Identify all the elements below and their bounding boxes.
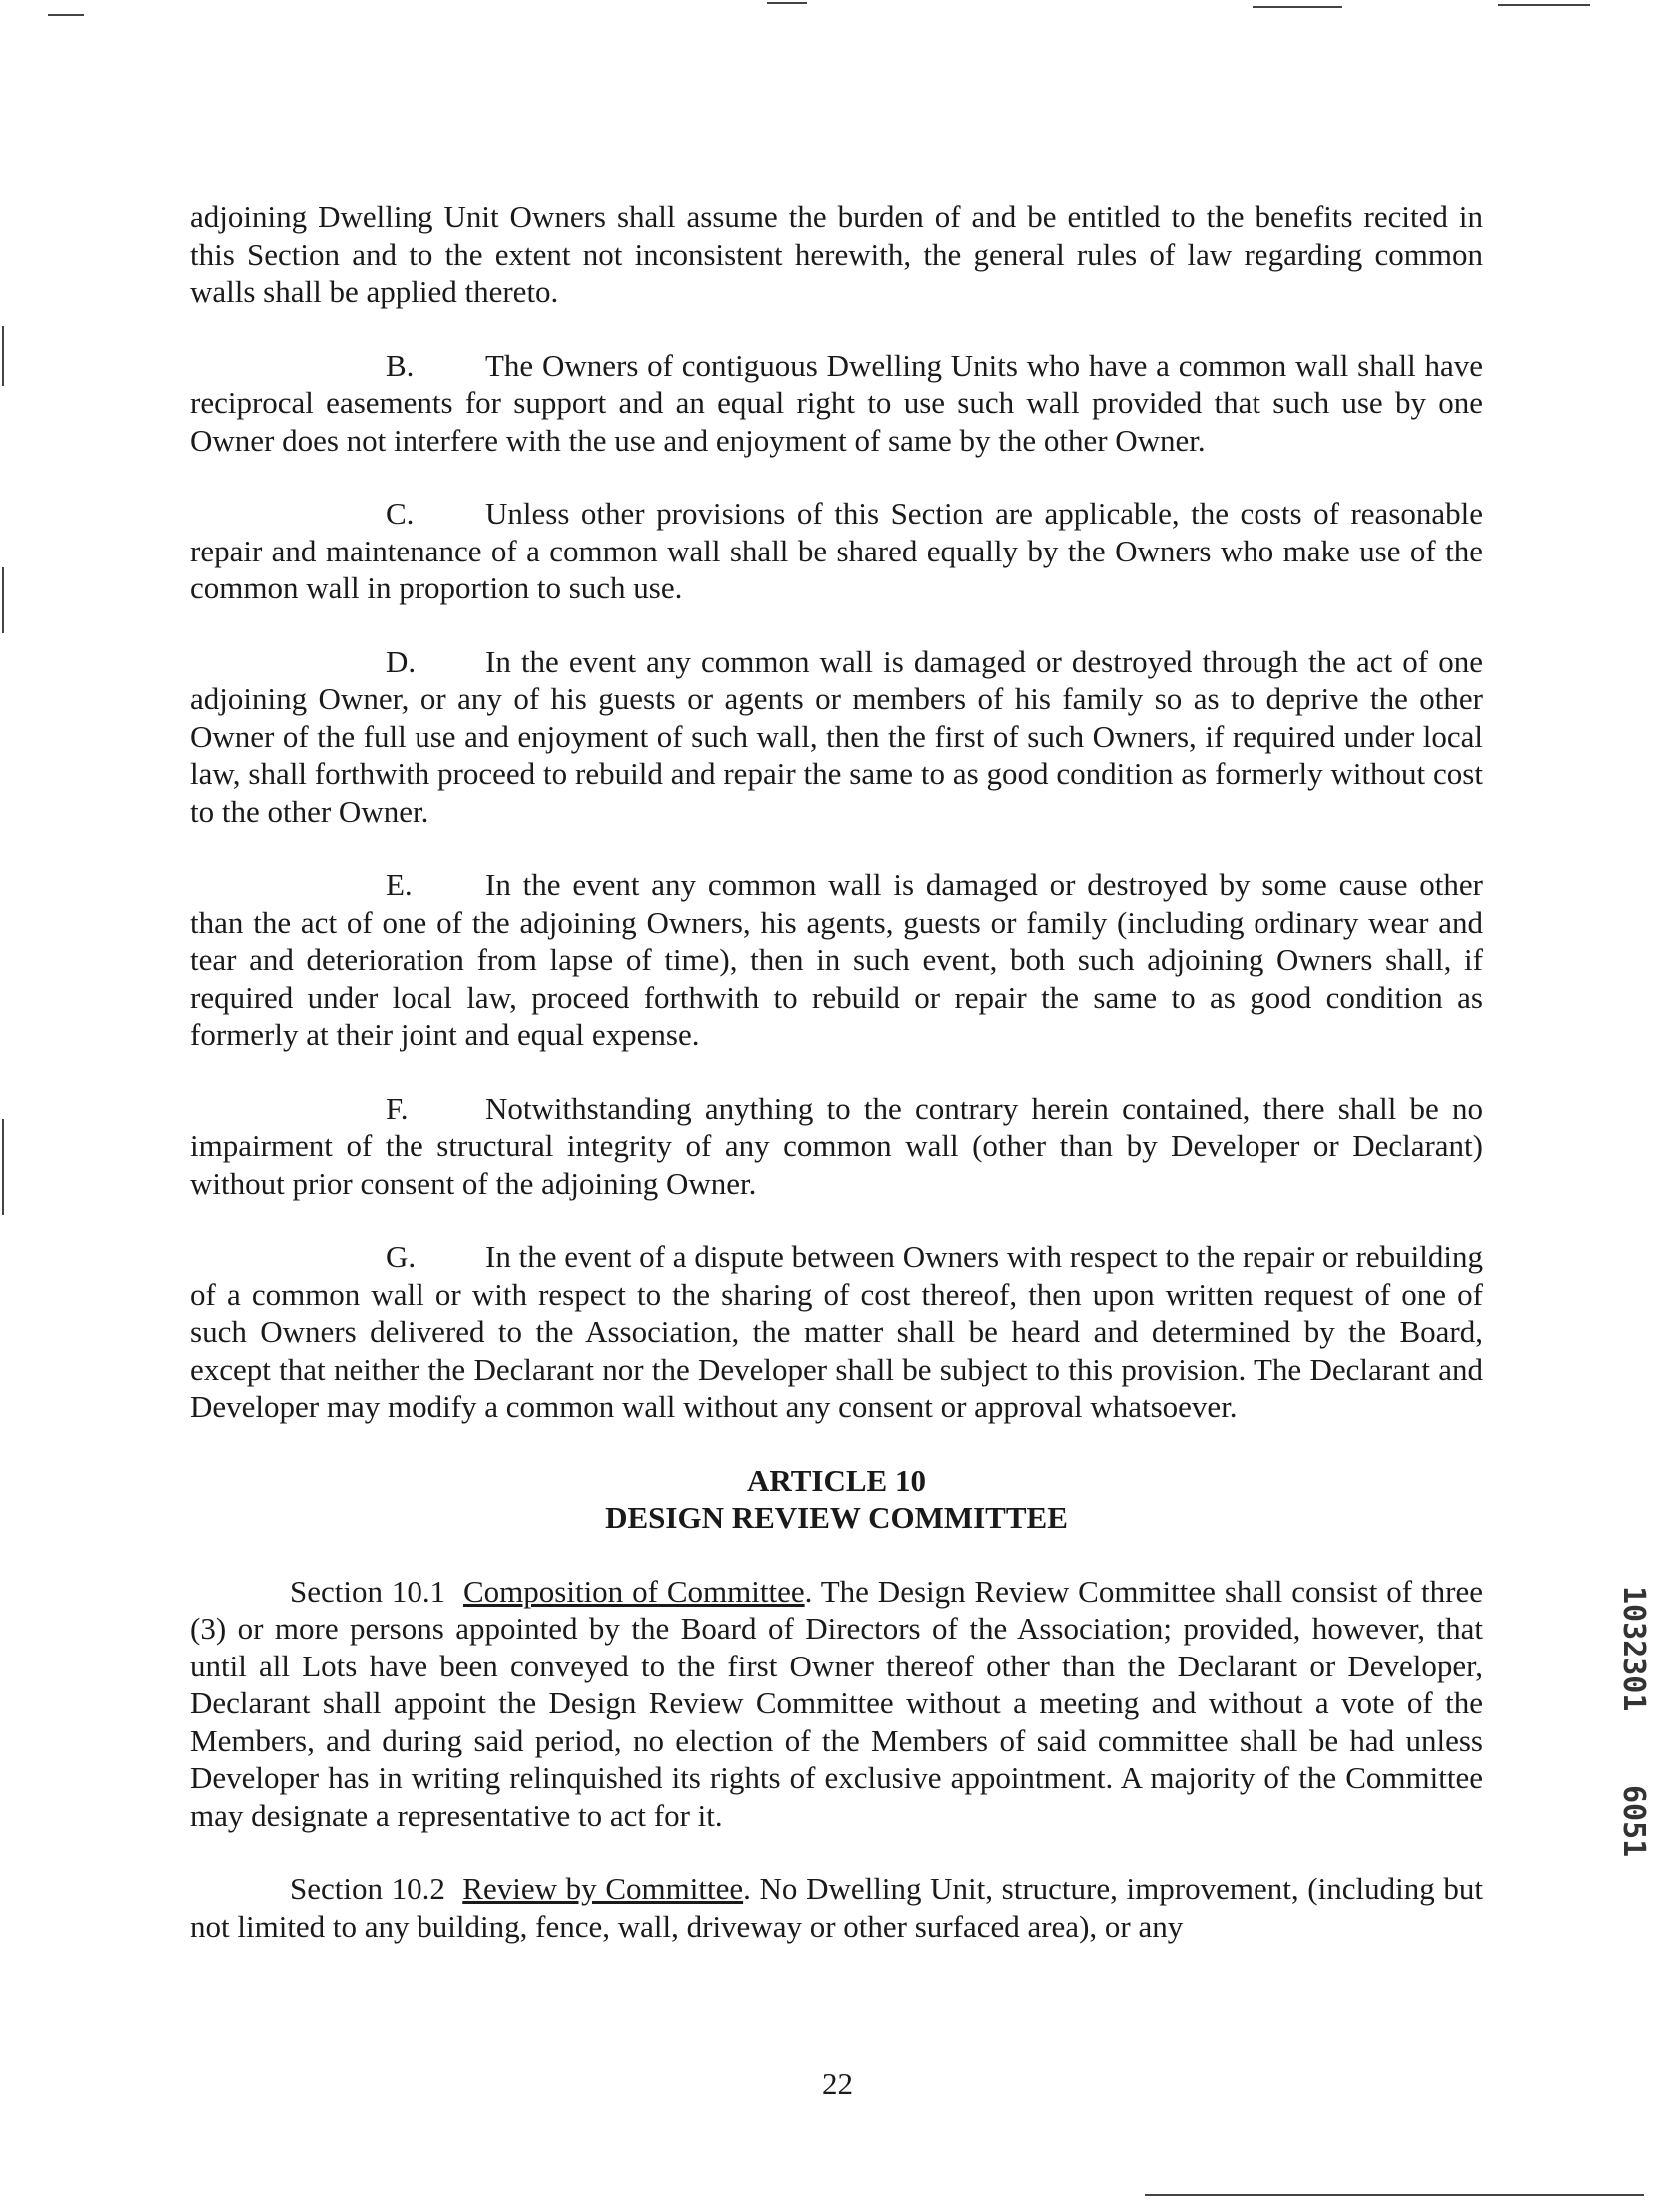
paragraph-f	[190, 1090, 1483, 1203]
paragraph-text: The Owners of contiguous Dwelling Units who have a common wall shall have reciprocal easements for support and an equal right to use such wall provided that such use by one Owner does not interfere with the use and enjoyment of same by the other Owner.	[190, 347, 1483, 458]
paragraph-letter: G.	[386, 1239, 417, 1274]
paragraph-text: Unless other provisions of this Section are applicable, the costs of reasonable repair and maintenance of a common wall shall be shared equally by the Owners who make use of the common wall in proportion to such use.	[190, 496, 1483, 605]
section-10-1	[190, 1573, 1483, 1835]
section-heading: Composition of Committee	[462, 1573, 805, 1609]
recording-stamp-lower: 6051	[1616, 1785, 1651, 1858]
article-number: ARTICLE 10	[747, 1462, 926, 1498]
section-text: . The Design Review Committee shall consist of three (3) or more persons appointed by the Board of Directors of the Association; provided, however, that until all Lots have been conveyed to the first Owner thereof other than the Declarant or Developer, Declarant shall appoint the Design Review Committee without a meeting and without a vote of the Members, and during said period, no election of the Members of said committee shall be had unless Developer has in writing relinquished its rights of exclusive appointment. A majority of the Committee may designate a representative to act for it.	[190, 1573, 1483, 1833]
paragraph-g	[190, 1238, 1483, 1426]
section-10-2	[190, 1870, 1483, 1945]
scan-mark-top-1	[767, 2, 807, 4]
paragraph-text: In the event of a dispute between Owners with respect to the repair or rebuilding of a common wall or with respect to the sharing of cost thereof, then upon written request of one of such Owners delivered to the Association, the matter shall be heard and determined by the Board, except that neither the Declarant nor the Developer shall be subject to this provision. The Declarant and Developer may modify a common wall without any consent or approval whatsoever.	[190, 1239, 1483, 1424]
scan-mark-top-2	[1253, 6, 1342, 8]
section-heading: Review by Committee	[462, 1871, 744, 1906]
paragraph-text: In the event any common wall is damaged or destroyed by some cause other than the act of one of the adjoining Owners, his agents, guests or family (including ordinary wear and tear and deterioration from lapse of time), then in such event, both such adjoining Owners shall, if required under local law, proceed forthwith to rebuild or repair the same to as good condition as formerly at their joint and equal expense.	[190, 867, 1483, 1052]
scan-mark-top-3	[1498, 4, 1590, 6]
paragraph-text: In the event any common wall is damaged or destroyed through the act of one adjoining Owner, or any of his guests or agents or members of his family so as to deprive the other Owner of the full use and enjoyment of such wall, then the first of such Owners, if required under local law, shall forthwith proceed to rebuild and repair the same to as good condition as formerly without cost to the other Owner.	[190, 643, 1483, 829]
article-heading	[190, 1462, 1483, 1537]
paragraph-letter: D.	[386, 643, 417, 679]
paragraph-letter: C.	[386, 496, 415, 531]
section-text: . No Dwelling Unit, structure, improvement, (including but not limited to any building, fence, wall, driveway or other surfaced area), or any	[190, 1871, 1483, 1944]
document-body	[190, 198, 1483, 1981]
section-number: Section 10.2	[290, 1871, 445, 1906]
scan-mark-left-3	[2, 1119, 4, 1215]
paragraph-b	[190, 347, 1483, 460]
section-number: Section 10.1	[290, 1573, 446, 1609]
scan-mark-top-left	[48, 14, 84, 16]
recording-stamp-upper: 1032301	[1616, 1586, 1651, 1712]
paragraph-text: Notwithstanding anything to the contrary herein contained, there shall be no impairment of the structural integrity of any common wall (other than by Developer or Declarant) without prior consent of the adjoining Owner.	[190, 1090, 1483, 1201]
page-number: 22	[822, 2066, 853, 2101]
paragraph-letter: F.	[386, 1090, 409, 1126]
paragraph-e	[190, 866, 1483, 1054]
continuation-paragraph: adjoining Dwelling Unit Owners shall assume the burden of and be entitled to the benefits recited in this Section and to the extent not inconsistent herewith, the general rules of law regarding common walls shall be applied thereto.	[190, 199, 1483, 309]
recording-stamp-lower-wrap	[1610, 1785, 1656, 1858]
article-title: DESIGN REVIEW COMMITTEE	[605, 1500, 1068, 1535]
scan-mark-left-1	[2, 326, 4, 386]
scan-mark-bottom-right	[1145, 2194, 1644, 2196]
recording-stamp	[1610, 1586, 1656, 1712]
paragraph-letter: E.	[386, 867, 413, 902]
paragraph-c	[190, 495, 1483, 607]
paragraph-d	[190, 643, 1483, 831]
paragraph-letter: B.	[386, 347, 415, 383]
scan-mark-left-2	[2, 567, 4, 633]
